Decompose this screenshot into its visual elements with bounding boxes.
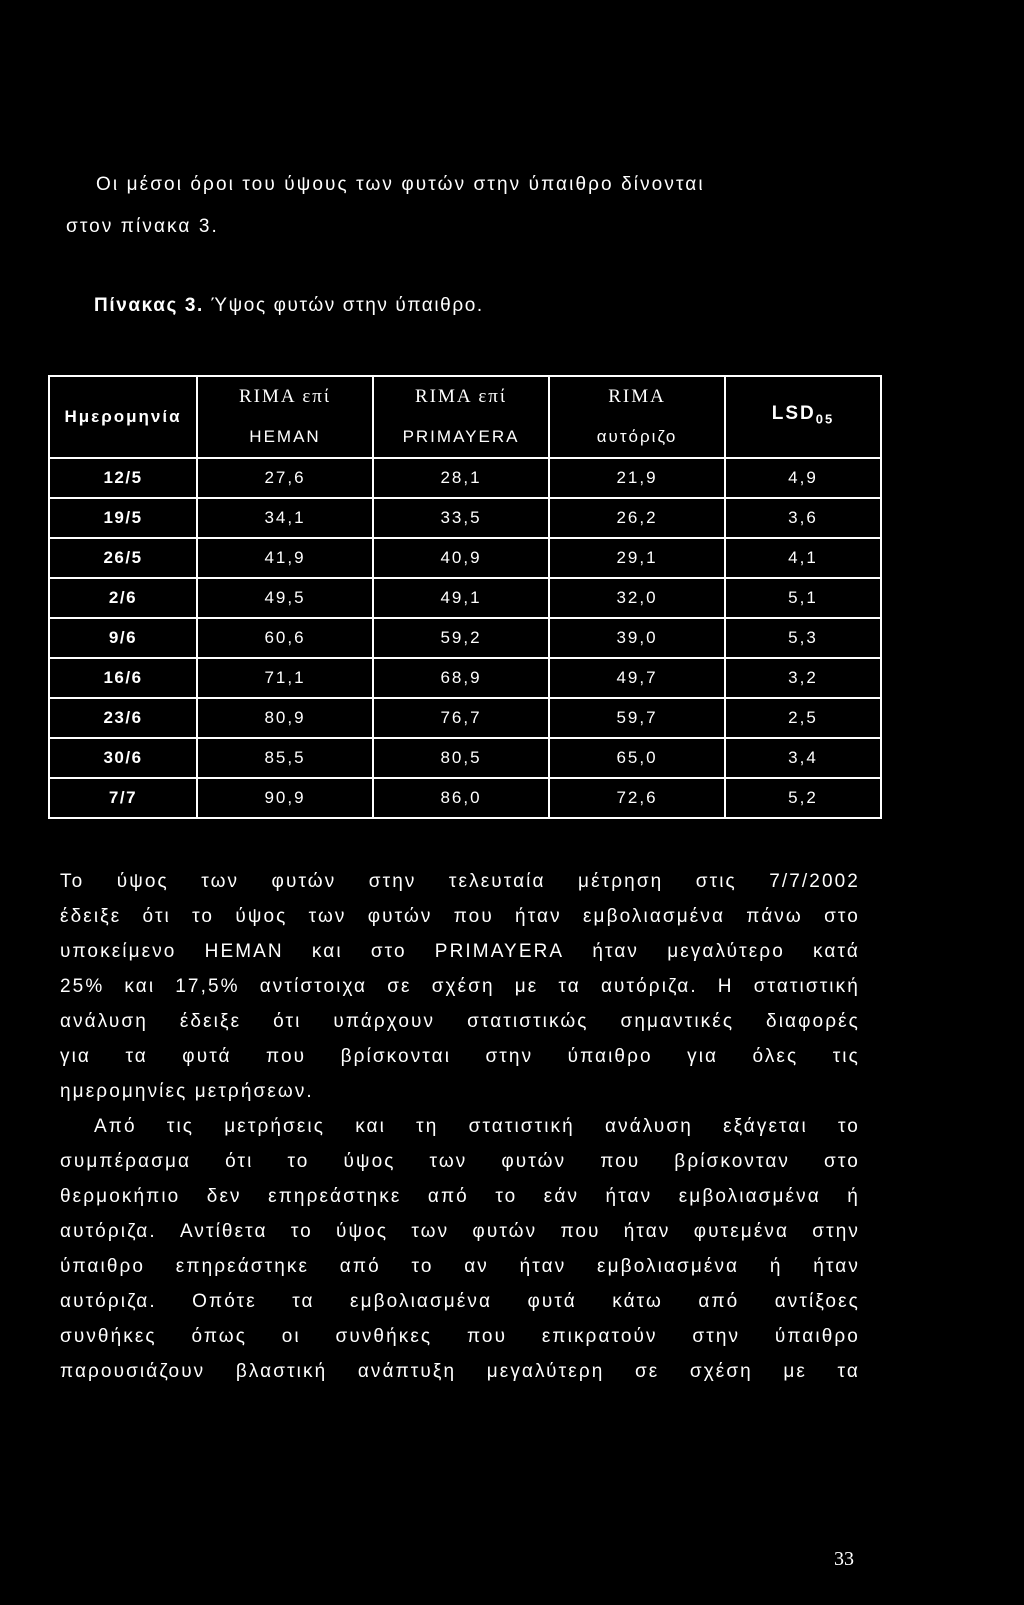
- header-primayera: [373, 376, 549, 458]
- table-row: [49, 578, 881, 618]
- header-date: [49, 376, 197, 458]
- row-value-cell: 3,4: [725, 738, 881, 778]
- table-row: [49, 498, 881, 538]
- row-value-cell: 4,9: [725, 458, 881, 498]
- row-value-cell: 5,3: [725, 618, 881, 658]
- table-header-row: [49, 376, 881, 458]
- header-own-root-bottom: αυτόριζο: [596, 427, 678, 446]
- header-primayera-top: RIMA επί: [415, 386, 507, 407]
- row-date-cell: 30/6: [49, 738, 197, 778]
- row-value-cell: 59,2: [373, 618, 549, 658]
- body-line: Το ύψος των φυτών στην τελευταία μέτρηση στις 7/7/2002: [60, 871, 860, 892]
- body-line: Από τις μετρήσεις και τη στατιστική ανάλυση εξάγεται το: [94, 1116, 860, 1137]
- header-lsd: [725, 376, 881, 458]
- row-value-cell: 40,9: [373, 538, 549, 578]
- row-value-cell: 4,1: [725, 538, 881, 578]
- row-value-cell: 26,2: [549, 498, 725, 538]
- header-lsd-sub: 05: [815, 411, 835, 427]
- row-value-cell: 29,1: [549, 538, 725, 578]
- body-line: αυτόριζα. Αντίθετα το ύψος των φυτών που ήταν φυτεμένα στην: [60, 1221, 860, 1242]
- row-value-cell: 5,2: [725, 778, 881, 818]
- row-value-cell: 27,6: [197, 458, 373, 498]
- row-value-cell: 76,7: [373, 698, 549, 738]
- header-lsd-label: LSD: [771, 403, 816, 425]
- body-line: για τα φυτά που βρίσκονται στην ύπαιθρο για όλες τις: [60, 1046, 860, 1067]
- body-line: συνθήκες όπως οι συνθήκες που επικρατούν στην ύπαιθρο: [60, 1326, 860, 1347]
- row-value-cell: 71,1: [197, 658, 373, 698]
- header-heman-bottom: HEMAN: [249, 427, 321, 446]
- row-value-cell: 65,0: [549, 738, 725, 778]
- row-value-cell: 41,9: [197, 538, 373, 578]
- header-own-root-top: RIMA: [608, 386, 666, 407]
- table-row: [49, 458, 881, 498]
- table-row: [49, 738, 881, 778]
- body-line: θερμοκήπιο δεν επηρεάστηκε από το εάν ήταν εμβολιασμένα ή: [60, 1186, 860, 1207]
- row-date-cell: 26/5: [49, 538, 197, 578]
- header-primayera-bottom: PRIMAYERA: [402, 427, 520, 446]
- page-number: 33: [834, 1548, 854, 1570]
- table-caption-text: Ύψος φυτών στην ύπαιθρο.: [210, 295, 484, 316]
- row-date-cell: 7/7: [49, 778, 197, 818]
- row-value-cell: 90,9: [197, 778, 373, 818]
- header-date-label: Ημερομηνία: [64, 407, 182, 426]
- row-value-cell: 2,5: [725, 698, 881, 738]
- intro-line-1: Οι μέσοι όροι του ύψους των φυτών στην ύπαιθρο δίνονται: [96, 174, 705, 195]
- row-date-cell: 12/5: [49, 458, 197, 498]
- row-value-cell: 34,1: [197, 498, 373, 538]
- row-value-cell: 68,9: [373, 658, 549, 698]
- row-value-cell: 85,5: [197, 738, 373, 778]
- intro-line-2: στον πίνακα 3.: [66, 216, 219, 237]
- table-caption: [94, 295, 484, 317]
- table-row: [49, 538, 881, 578]
- intro-paragraph: [66, 174, 896, 237]
- row-value-cell: 28,1: [373, 458, 549, 498]
- table-row: [49, 698, 881, 738]
- row-value-cell: 59,7: [549, 698, 725, 738]
- body-line: συμπέρασμα ότι το ύψος των φυτών που βρίσκονταν στο: [60, 1151, 860, 1172]
- body-line: παρουσιάζουν βλαστική ανάπτυξη μεγαλύτερη σε σχέση με τα: [60, 1361, 860, 1382]
- row-date-cell: 16/6: [49, 658, 197, 698]
- row-value-cell: 86,0: [373, 778, 549, 818]
- row-value-cell: 80,9: [197, 698, 373, 738]
- row-value-cell: 60,6: [197, 618, 373, 658]
- header-own-root: [549, 376, 725, 458]
- plant-height-table: [48, 375, 882, 819]
- row-value-cell: 21,9: [549, 458, 725, 498]
- body-line: έδειξε ότι το ύψος των φυτών που ήταν εμβολιασμένα πάνω στο: [60, 906, 860, 927]
- body-paragraphs: [60, 864, 860, 1389]
- table-row: [49, 618, 881, 658]
- body-line: ημερομηνίες μετρήσεων.: [60, 1081, 314, 1102]
- row-value-cell: 39,0: [549, 618, 725, 658]
- row-value-cell: 3,2: [725, 658, 881, 698]
- row-value-cell: 49,5: [197, 578, 373, 618]
- table-row: [49, 658, 881, 698]
- row-date-cell: 19/5: [49, 498, 197, 538]
- row-date-cell: 23/6: [49, 698, 197, 738]
- row-value-cell: 33,5: [373, 498, 549, 538]
- header-heman: [197, 376, 373, 458]
- row-value-cell: 32,0: [549, 578, 725, 618]
- row-value-cell: 49,7: [549, 658, 725, 698]
- table-row: [49, 778, 881, 818]
- table-caption-label: Πίνακας 3.: [94, 295, 204, 316]
- body-line: ύπαιθρο επηρεάστηκε από το αν ήταν εμβολιασμένα ή ήταν: [60, 1256, 860, 1277]
- body-line: υποκείμενο HEMAN και στο PRIMAYERA ήταν μεγαλύτερο κατά: [60, 941, 860, 962]
- row-value-cell: 80,5: [373, 738, 549, 778]
- row-value-cell: 72,6: [549, 778, 725, 818]
- row-value-cell: 5,1: [725, 578, 881, 618]
- row-date-cell: 9/6: [49, 618, 197, 658]
- row-value-cell: 49,1: [373, 578, 549, 618]
- body-line: ανάλυση έδειξε ότι υπάρχουν στατιστικώς σημαντικές διαφορές: [60, 1011, 860, 1032]
- header-heman-top: RIMA επί: [239, 386, 331, 407]
- body-line: 25% και 17,5% αντίστοιχα σε σχέση με τα αυτόριζα. Η στατιστική: [60, 976, 860, 997]
- row-date-cell: 2/6: [49, 578, 197, 618]
- row-value-cell: 3,6: [725, 498, 881, 538]
- body-line: αυτόριζα. Οπότε τα εμβολιασμένα φυτά κάτω από αντίξοες: [60, 1291, 860, 1312]
